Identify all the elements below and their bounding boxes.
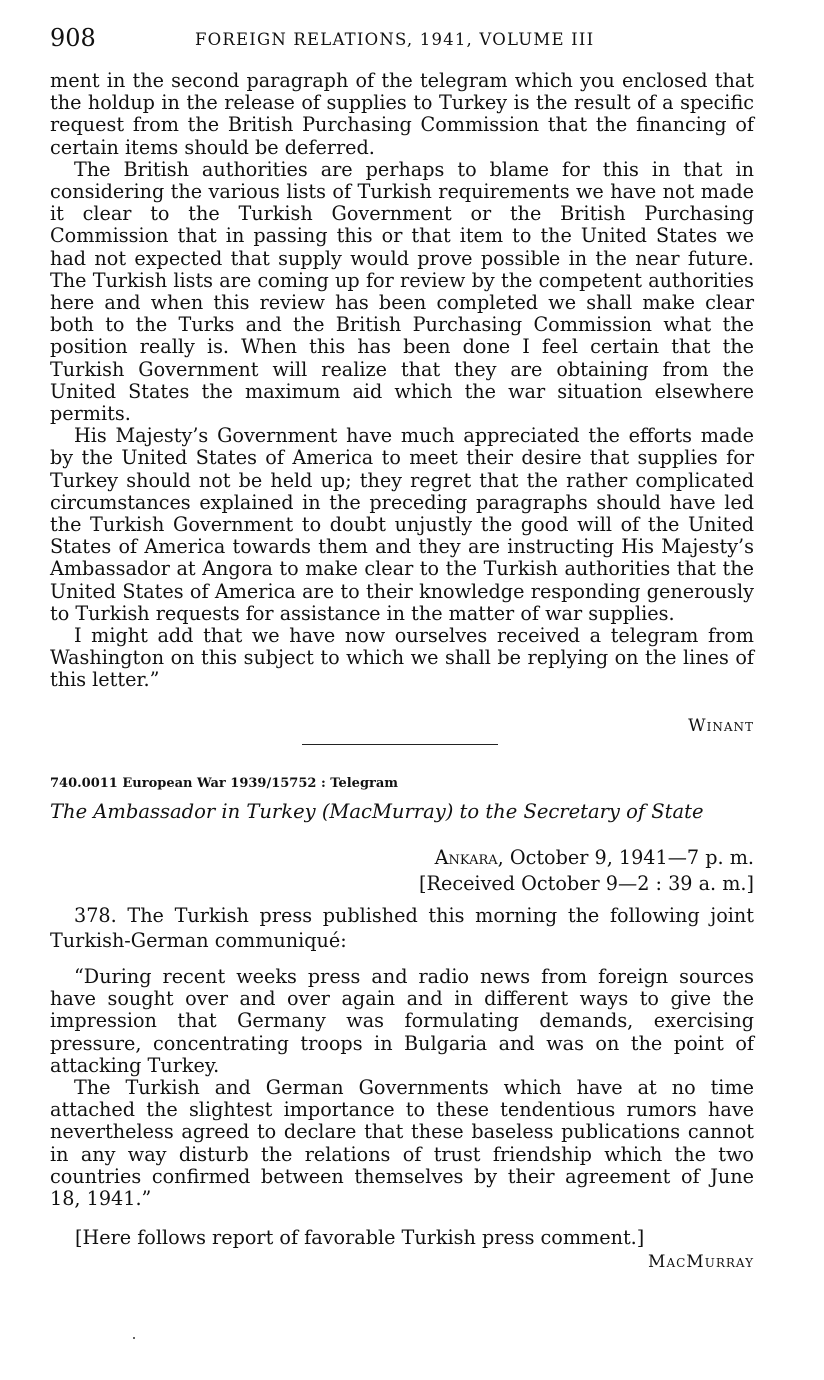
quote-paragraph-1: “During recent weeks press and radio news from foreign sources have sought over and over again and in different ways to give the impression that Germany was formulating demands, exercising pressure, concentrating troops in Bulgaria and was on the point of attacking Turkey. [50, 965, 754, 1077]
received-line: [Received October 9—2 : 39 a. m.] [419, 872, 754, 895]
letter-paragraph-1: ment in the second paragraph of the telegram which you enclosed that the holdup in the release of supplies to Turkey is the result of a specific request from the British Purchasing Commission that the financing of certain items should be deferred. [50, 69, 754, 159]
letter-body [50, 70, 754, 692]
file-reference: 740.0011 European War 1939/15752 : Telegram [50, 776, 399, 791]
page-number: 908 [50, 24, 96, 52]
letter-paragraph-3: His Majesty’s Government have much appreciated the efforts made by the United States of America to meet their desire that supplies for Turkey should not be held up; they regret that the rather complicated circumstances explained in the preceding paragraphs should have led the Turkish Government to doubt unjustly the good will of the United States of America towards them and they are instructing His Majesty’s Ambassador at Angora to make clear to the Turkish authorities that the United States of America are to their knowledge responding generously to Turkish requests for assistance in the matter of war supplies. [50, 424, 754, 625]
quote-paragraph-2: The Turkish and German Governments which have at no time attached the slightest importance to these tendentious rumors have nevertheless agreed to declare that these baseless publications cannot in any way disturb the relations of trust friendship which the two countries confirmed between themselves by their agreement of June 18, 1941.” [50, 1076, 754, 1211]
letter-paragraph-2: The British authorities are perhaps to blame for this in that in considering the various lists of Turkish requirements we have not made it clear to the Turkish Government or the British Purchasing Commission that in passing this or that item to the United States we had not expected that supply would prove possible in the near future. The Turkish lists are coming up for review by the competent authorities here and when this review has been completed we shall make clear both to the Turks and the British Purchasing Commission what the position really is. When this has been done I feel certain that the Turkish Government will realize that they are obtaining from the United States the maximum aid which the war situation elsewhere permits. [50, 157, 754, 426]
document-title: The Ambassador in Turkey (MacMurray) to the Secretary of State [50, 800, 704, 823]
telegram-opening [50, 903, 754, 953]
editorial-note: [Here follows report of favorable Turkish press comment.] [75, 1226, 645, 1249]
communique-quote [50, 966, 754, 1210]
section-divider [302, 744, 498, 745]
dateline-place: Ankara [434, 846, 498, 869]
letter-paragraph-4: I might add that we have now ourselves received a telegram from Washington on this subject to which we shall be replying on the lines of this letter.” [50, 624, 754, 692]
letter-signature: Winant [688, 716, 754, 736]
ink-speck [133, 1337, 135, 1339]
opening-paragraph: 378. The Turkish press published this morning the following joint Turkish-German communiqué: [50, 904, 754, 952]
running-title: FOREIGN RELATIONS, 1941, VOLUME III [195, 30, 595, 49]
page-header [50, 24, 754, 56]
dateline [435, 846, 754, 869]
dateline-rest: , October 9, 1941—7 p. m. [497, 846, 754, 869]
telegram-signature: MacMurray [648, 1252, 754, 1272]
